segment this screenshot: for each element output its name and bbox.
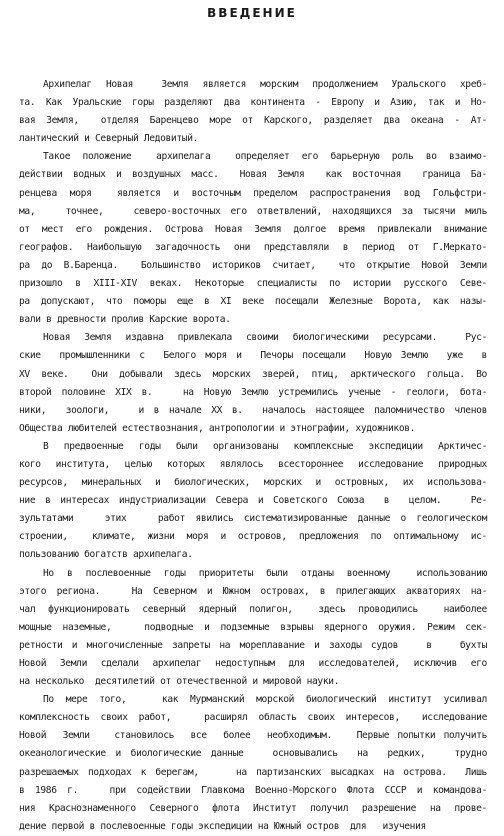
text-line: Такое положение архипелага определяет его барьерную роль во взаимо- xyxy=(43,151,487,163)
text-line: ра до В.Баренца. Большинство историков считает, что открытие Новой Земли xyxy=(19,259,487,271)
paragraph xyxy=(19,565,487,692)
text-line: на несколько десятилетий от отечественной и мировой науки. xyxy=(19,676,340,688)
text-line: зультатами этих работ явились систематизированные данные о геологическом xyxy=(19,513,487,525)
text-line: вая Земля, отделяя Баренцево море от Карского, разделяет два океана - Ат- xyxy=(19,115,487,127)
text-line: пользованию богатств архипелага. xyxy=(19,549,193,561)
text-line: географов. Наибольшую загадочность они представляли в период от Г.Меркато- xyxy=(19,241,487,253)
page-title: ВВЕДЕНИЕ xyxy=(207,6,297,20)
text-line: вали в древности пролив Карские ворота. xyxy=(19,314,231,326)
text-line: ра допускают, что поморы еще в XI веке посещали Железные Ворота, как назы- xyxy=(19,296,487,308)
text-line: Новой Земли сделали архипелаг недоступным для исследователей, исключив его xyxy=(19,658,487,669)
text-line: лантический и Северный Ледовитый. xyxy=(19,133,199,145)
paragraph xyxy=(19,76,487,148)
paragraph xyxy=(19,438,487,565)
text-line: чал функционировать северный ядерный полигон, здесь проводились наиболее xyxy=(19,603,487,615)
text-line: океанологические и биологические данные основывались на редких, трудно xyxy=(19,748,487,760)
text-line: Общества любителей естествознания, антропологии и этнографии, художников. xyxy=(19,422,416,434)
text-line: По мере того, как Мурманский морской биологический институт усиливал xyxy=(43,694,487,706)
text-line: дение первой в послевоенные годы экспедиции на Южный остров для изучения xyxy=(19,820,426,832)
paragraph xyxy=(19,148,487,329)
text-line: В предвоенные годы были организованы комплексные экспедиции Арктичес- xyxy=(43,440,487,452)
text-line: ские промышленники с Белого моря и Печоры посещали Новую Землю уже в xyxy=(19,350,487,362)
text-line: в 1986 г. при содействии Главкома Военно-Морского Флота СССР и командова- xyxy=(19,784,487,796)
text-line: ретности и многочисленные запреты на мореплавание и заходы судов в бухты xyxy=(19,639,487,651)
text-line: второй половине XIX в. на Новую Землю устремились ученые - геологи, бота- xyxy=(19,386,487,398)
paragraph xyxy=(19,691,487,836)
text-line: XV веке. Они добывали здесь морских зверей, птиц, арктического гольца. Во xyxy=(19,368,487,380)
text-line: Новой Земли становилось все более необходимым. Первые попытки получить xyxy=(19,730,487,742)
text-line: от мест его рождения. Острова Новая Земля долгое время привлекали внимание xyxy=(19,223,487,235)
text-line: та. Как Уральские горы разделяют два континента - Европу и Азию, так и Но- xyxy=(19,97,487,109)
text-line: разрешаемых подходах к берегам, на партизанских высадках на острова. Лишь xyxy=(19,766,487,778)
text-line: строении, климате, жизни моря и островов, предложения по оптимальному ис- xyxy=(19,531,487,543)
document-body xyxy=(19,76,487,836)
text-line: ресурсов, минеральных и биологических, морских и островных, их использова- xyxy=(19,477,487,489)
text-line: призошло в XIII-XIV веках. Некоторые специалисты по истории русского Севе- xyxy=(19,278,487,290)
paragraph xyxy=(19,329,487,438)
text-line: мощные наземные, подводные и подземные взрывы ядерного оружия. Режим сек- xyxy=(19,621,487,633)
text-line: Новая Земля издавна привлекала своими биологическими ресурсами. Рус- xyxy=(43,332,487,344)
text-line: комплексность своих работ, расширял область своих интересов, исследование xyxy=(19,712,487,724)
text-line: этого региона. На Северном и Южном островах, в прилегающих акваториях на- xyxy=(19,585,487,597)
text-line: ния Краснознаменного Северного флота Институт получил разрешение на прове- xyxy=(19,802,487,814)
text-line: Архипелаг Новая Земля является морским продолжением Уральского хреб- xyxy=(43,79,487,90)
text-line: ние в интересах индустриализации Севера и Советского Союза в целом. Ре- xyxy=(19,495,487,507)
text-line: действии водных и воздушных масс. Новая Земля как восточная граница Ба- xyxy=(19,169,487,181)
text-line: кого института, целью которых являлось всестороннее исследование природных xyxy=(19,458,487,470)
text-line: ники, зоологи, и в начале XX в. началось настоящее паломничество членов xyxy=(19,404,487,416)
text-line: ма, точнее, северо-восточных его ответвлений, находящихся за тысячи миль xyxy=(19,205,487,217)
text-line: Но в послевоенные годы приоритеты были отданы военному использованию xyxy=(43,567,487,579)
text-line: ренцева моря является и восточным пределом распространения вод Гольфстри- xyxy=(19,187,487,199)
